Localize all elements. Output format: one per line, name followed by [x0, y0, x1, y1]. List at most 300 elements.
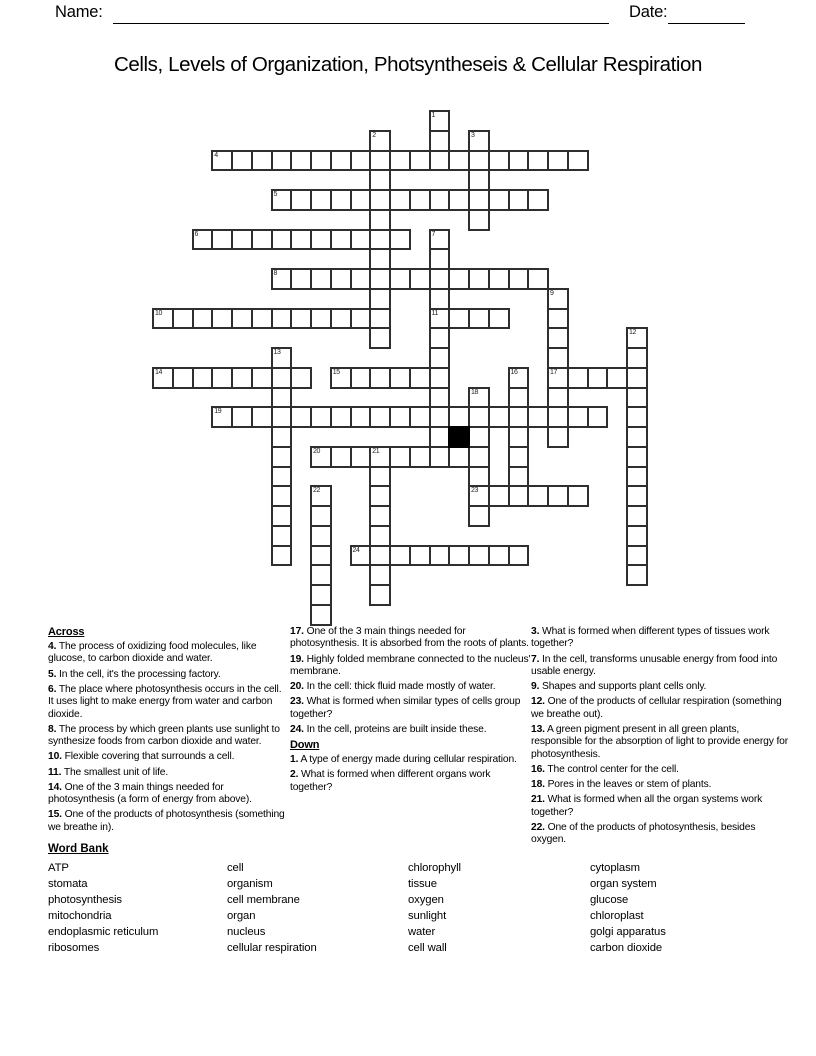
grid-cell[interactable]: [508, 485, 530, 507]
clue: 21. What is formed when all the organ systems work together?: [531, 794, 763, 818]
grid-cell[interactable]: [211, 308, 233, 330]
grid-cell[interactable]: [369, 545, 391, 567]
grid-cell[interactable]: [290, 367, 312, 389]
grid-cell[interactable]: [409, 406, 431, 428]
word-bank-item: chloroplast: [590, 910, 644, 923]
clue-column-1: [48, 626, 288, 837]
grid-cell[interactable]: [310, 406, 332, 428]
grid-cell[interactable]: [271, 347, 293, 369]
grid-cell[interactable]: [310, 564, 332, 586]
word-bank-header: Word Bank: [48, 843, 109, 855]
clue: 8. The process by which green plants use sunlight to synthesize foods from carbon dioxide and water.: [48, 723, 280, 748]
grid-cell[interactable]: [547, 485, 569, 507]
grid-cell[interactable]: [389, 229, 411, 251]
grid-cell[interactable]: [429, 406, 451, 428]
clue-number: 18.: [531, 779, 545, 791]
grid-cell[interactable]: [310, 229, 332, 251]
grid-cell[interactable]: [152, 308, 174, 330]
clue: 6. The place where photosynthesis occurs in the cell. It uses light to make energy from water and carbon dioxide.: [48, 683, 282, 720]
grid-cell[interactable]: [389, 268, 411, 290]
clue-number: 7.: [531, 653, 540, 665]
grid-cell[interactable]: [211, 229, 233, 251]
grid-cell[interactable]: [369, 406, 391, 428]
grid-cell[interactable]: [350, 308, 372, 330]
grid-cell[interactable]: [369, 466, 391, 488]
word-bank-item: water: [408, 926, 436, 939]
grid-cell[interactable]: [587, 367, 609, 389]
grid-cell[interactable]: [448, 189, 470, 211]
grid-cell[interactable]: [409, 268, 431, 290]
clue: 9. Shapes and supports plant cells only.: [531, 681, 707, 693]
clue-number: 4.: [48, 640, 57, 652]
grid-cell[interactable]: [626, 545, 648, 567]
grid-cell-number: 11: [431, 309, 438, 317]
grid-cell[interactable]: [330, 189, 352, 211]
grid-cell[interactable]: [547, 150, 569, 172]
grid-cell[interactable]: [251, 406, 273, 428]
grid-cell[interactable]: [429, 446, 451, 468]
grid-cell[interactable]: [468, 150, 490, 172]
page-title: Cells, Levels of Organization, Photsyntheseis & Cellular Respiration: [113, 53, 703, 76]
grid-cell[interactable]: [369, 327, 391, 349]
grid-cell[interactable]: [488, 189, 510, 211]
grid-cell[interactable]: [468, 308, 490, 330]
grid-cell[interactable]: [547, 406, 569, 428]
grid-cell[interactable]: [468, 505, 490, 527]
grid-cell[interactable]: [429, 110, 451, 132]
grid-cell[interactable]: [231, 367, 253, 389]
grid-cell[interactable]: [567, 485, 589, 507]
grid-cell[interactable]: [468, 466, 490, 488]
grid-cell[interactable]: [508, 426, 530, 448]
grid-cell[interactable]: [468, 446, 490, 468]
clue: 23. What is formed when similar types of cells group together?: [290, 696, 521, 720]
grid-cell[interactable]: [567, 367, 589, 389]
grid-cell[interactable]: [409, 446, 431, 468]
word-bank-item: sunlight: [408, 910, 447, 923]
clue: 11. The smallest unit of life.: [48, 766, 169, 778]
grid-cell[interactable]: [310, 446, 332, 468]
grid-cell[interactable]: [626, 387, 648, 409]
grid-cell[interactable]: [211, 367, 233, 389]
grid-cell[interactable]: [310, 505, 332, 527]
grid-cell[interactable]: [468, 387, 490, 409]
grid-cell[interactable]: [389, 150, 411, 172]
grid-cell-number: 12: [629, 329, 636, 337]
grid-cell[interactable]: [271, 545, 293, 567]
grid-cell[interactable]: [468, 169, 490, 191]
clue-number: 20.: [290, 681, 304, 693]
grid-cell[interactable]: [310, 525, 332, 547]
grid-cell[interactable]: [468, 268, 490, 290]
grid-cell[interactable]: [389, 406, 411, 428]
word-bank-column: [48, 860, 227, 957]
grid-cell[interactable]: [567, 150, 589, 172]
grid-cell[interactable]: [389, 367, 411, 389]
grid-cell[interactable]: [488, 308, 510, 330]
grid-cell[interactable]: [488, 485, 510, 507]
grid-cell[interactable]: [310, 545, 332, 567]
grid-cell[interactable]: [488, 406, 510, 428]
clue-number: 2.: [290, 769, 299, 781]
grid-cell[interactable]: [547, 426, 569, 448]
clue-number: 22.: [531, 822, 545, 834]
clue-list-header: Down: [290, 739, 320, 752]
clue: 13. A green pigment present in all green plants, responsible for the absorption of light to provide energy for photosynthesis.: [531, 724, 789, 760]
grid-cell[interactable]: [369, 209, 391, 231]
grid-cell[interactable]: [350, 268, 372, 290]
grid-cell[interactable]: [626, 406, 648, 428]
grid-cell[interactable]: [429, 367, 451, 389]
grid-cell[interactable]: [369, 248, 391, 270]
grid-cell[interactable]: [626, 426, 648, 448]
grid-cell[interactable]: [409, 545, 431, 567]
grid-cell[interactable]: [330, 268, 352, 290]
grid-cell[interactable]: [369, 189, 391, 211]
grid-cell[interactable]: [468, 426, 490, 448]
grid-cell[interactable]: [448, 268, 470, 290]
grid-cell-number: 2: [372, 131, 376, 139]
clue: 20. In the cell: thick fluid made mostly of water.: [290, 681, 496, 693]
grid-cell[interactable]: [409, 189, 431, 211]
grid-cell[interactable]: [369, 485, 391, 507]
grid-cell[interactable]: [567, 406, 589, 428]
clue-number: 17.: [290, 626, 304, 637]
clue-number: 15.: [48, 809, 62, 821]
grid-cell[interactable]: [271, 525, 293, 547]
grid-cell[interactable]: [369, 367, 391, 389]
grid-cell[interactable]: [448, 446, 470, 468]
grid-cell[interactable]: [271, 387, 293, 409]
clue-number: 13.: [531, 724, 545, 736]
clue: 12. One of the products of cellular respiration (something we breathe out).: [531, 696, 782, 720]
word-bank-item: chlorophyll: [408, 862, 461, 874]
grid-cell[interactable]: [468, 130, 490, 152]
word-bank-column: [590, 860, 790, 957]
clue-number: 21.: [531, 794, 545, 806]
grid-cell[interactable]: [310, 584, 332, 606]
grid-cell[interactable]: [547, 367, 569, 389]
grid-cell[interactable]: [271, 150, 293, 172]
grid-cell[interactable]: [310, 308, 332, 330]
grid-cell[interactable]: [508, 268, 530, 290]
grid-cell[interactable]: [626, 466, 648, 488]
grid-cell[interactable]: [527, 406, 549, 428]
grid-cell-number: 1: [431, 112, 435, 119]
grid-cell[interactable]: [251, 229, 273, 251]
grid-cell-number: 7: [431, 230, 435, 238]
grid-cell-number: 13: [273, 349, 281, 356]
grid-cell[interactable]: [389, 545, 411, 567]
grid-cell[interactable]: [429, 150, 451, 172]
grid-cell[interactable]: [448, 308, 470, 330]
word-bank-item: oxygen: [408, 894, 444, 907]
grid-cell[interactable]: [468, 545, 490, 567]
clue-number: 11.: [48, 766, 62, 778]
grid-cell-number: 8: [273, 270, 277, 277]
grid-cell[interactable]: [527, 150, 549, 172]
grid-cell[interactable]: [429, 327, 451, 349]
grid-cell[interactable]: [330, 446, 352, 468]
clue: 10. Flexible covering that surrounds a cell.: [48, 751, 235, 763]
grid-cell[interactable]: [231, 229, 253, 251]
grid-cell[interactable]: [290, 150, 312, 172]
grid-cell[interactable]: [192, 367, 214, 389]
grid-cell[interactable]: [271, 446, 293, 468]
grid-cell[interactable]: [369, 229, 391, 251]
grid-cell[interactable]: [488, 150, 510, 172]
word-bank-item: organism: [227, 878, 273, 891]
clue: 18. Pores in the leaves or stem of plants.: [531, 779, 712, 791]
grid-cell[interactable]: [429, 347, 451, 369]
grid-cell-number: 5: [273, 191, 277, 198]
grid-cell[interactable]: [527, 189, 549, 211]
clue: 16. The control center for the cell.: [531, 764, 679, 776]
grid-cell[interactable]: [429, 268, 451, 290]
grid-cell[interactable]: [330, 406, 352, 428]
grid-cell[interactable]: [626, 367, 648, 389]
grid-cell[interactable]: [369, 169, 391, 191]
grid-cell[interactable]: [271, 485, 293, 507]
word-bank-column: [408, 860, 590, 957]
grid-cell[interactable]: [290, 308, 312, 330]
grid-cell[interactable]: [350, 150, 372, 172]
grid-cell[interactable]: [369, 150, 391, 172]
grid-cell[interactable]: [448, 545, 470, 567]
word-bank: [48, 843, 793, 957]
grid-cell[interactable]: [409, 150, 431, 172]
grid-cell[interactable]: [369, 505, 391, 527]
clue: 3. What is formed when different types of tissues work together?: [531, 626, 770, 650]
grid-cell[interactable]: [626, 327, 648, 349]
grid-cell[interactable]: [152, 367, 174, 389]
grid-cell[interactable]: [231, 308, 253, 330]
grid-cell[interactable]: [626, 485, 648, 507]
grid-cell[interactable]: [488, 545, 510, 567]
grid-cell-number: 17: [550, 368, 557, 376]
clue-number: 9.: [531, 681, 540, 693]
grid-cell[interactable]: [547, 308, 569, 330]
grid-cell[interactable]: [231, 150, 253, 172]
grid-cell[interactable]: [172, 367, 194, 389]
grid-cell[interactable]: [429, 545, 451, 567]
grid-cell[interactable]: [271, 406, 293, 428]
grid-cell[interactable]: [429, 308, 451, 330]
grid-cell[interactable]: [290, 189, 312, 211]
grid-cell[interactable]: [508, 446, 530, 468]
grid-cell[interactable]: [488, 268, 510, 290]
word-bank-item: photosynthesis: [48, 894, 122, 907]
grid-cell[interactable]: [547, 288, 569, 310]
grid-cell[interactable]: [429, 387, 451, 409]
word-bank-item: nucleus: [227, 926, 266, 939]
grid-cell[interactable]: [429, 189, 451, 211]
clue-number: 6.: [48, 683, 57, 695]
grid-cell[interactable]: [192, 308, 214, 330]
grid-cell[interactable]: [508, 406, 530, 428]
clue-number: 19.: [290, 653, 304, 665]
grid-cell[interactable]: [508, 367, 530, 389]
grid-cell[interactable]: [350, 406, 372, 428]
grid-cell[interactable]: [429, 288, 451, 310]
clue-column-2: [290, 626, 533, 797]
grid-cell[interactable]: [330, 150, 352, 172]
word-bank-item: stomata: [48, 878, 88, 891]
grid-cell[interactable]: [547, 347, 569, 369]
grid-cell[interactable]: [290, 229, 312, 251]
grid-cell[interactable]: [271, 229, 293, 251]
grid-cell[interactable]: [211, 150, 233, 172]
grid-cell[interactable]: [271, 308, 293, 330]
grid-cell[interactable]: [547, 387, 569, 409]
grid-cell[interactable]: [527, 268, 549, 290]
grid-cell[interactable]: [271, 426, 293, 448]
clue-number: 24.: [290, 724, 304, 736]
name-label: Name:: [55, 3, 103, 21]
grid-cell[interactable]: [468, 485, 490, 507]
grid-cell[interactable]: [330, 367, 352, 389]
word-bank-item: cellular respiration: [227, 942, 317, 955]
grid-cell[interactable]: [626, 347, 648, 369]
grid-cell[interactable]: [389, 446, 411, 468]
clue: 14. One of the 3 main things needed for photosynthesis (a form of energy from above).: [48, 781, 252, 806]
grid-cell[interactable]: [350, 189, 372, 211]
word-bank-columns: [48, 860, 793, 957]
word-bank-item: tissue: [408, 878, 437, 891]
grid-cell[interactable]: [310, 604, 332, 626]
grid-cell[interactable]: [350, 229, 372, 251]
grid-cell-number: 4: [214, 151, 218, 159]
grid-cell[interactable]: [429, 130, 451, 152]
grid-cell[interactable]: [290, 406, 312, 428]
grid-cell[interactable]: [369, 525, 391, 547]
word-bank-item: organ: [227, 910, 256, 923]
grid-cell[interactable]: [626, 564, 648, 586]
word-bank-item: cytoplasm: [590, 862, 640, 874]
grid-cell[interactable]: [448, 406, 470, 428]
grid-cell[interactable]: [429, 426, 451, 448]
grid-cell[interactable]: [350, 545, 372, 567]
grid-cell[interactable]: [468, 189, 490, 211]
grid-cell[interactable]: [271, 466, 293, 488]
grid-cell[interactable]: [290, 268, 312, 290]
grid-cell[interactable]: [310, 268, 332, 290]
grid-cell[interactable]: [468, 406, 490, 428]
grid-cell-number: 6: [194, 230, 198, 238]
grid-cell[interactable]: [626, 505, 648, 527]
grid-cell[interactable]: [330, 229, 352, 251]
grid-cell[interactable]: [547, 327, 569, 349]
grid-cell[interactable]: [626, 446, 648, 468]
grid-cell[interactable]: [231, 406, 253, 428]
grid-cell-number: 21: [372, 447, 380, 455]
grid-cell[interactable]: [310, 150, 332, 172]
clue-number: 23.: [290, 696, 304, 708]
name-line[interactable]: [113, 6, 609, 24]
date-line[interactable]: [668, 6, 745, 24]
grid-cell[interactable]: [211, 406, 233, 428]
grid-cell[interactable]: [508, 150, 530, 172]
grid-cell-number: 24: [352, 546, 360, 554]
grid-cell[interactable]: [310, 189, 332, 211]
grid-cell[interactable]: [369, 130, 391, 152]
grid-cell[interactable]: [251, 367, 273, 389]
grid-cell[interactable]: [429, 248, 451, 270]
grid-cell-number: 20: [313, 447, 320, 455]
grid-cell[interactable]: [369, 268, 391, 290]
clue: 19. Highly folded membrane connected to the nucleus' membrane.: [290, 653, 531, 678]
grid-cell-number: 3: [471, 131, 475, 139]
clue-number: 14.: [48, 781, 62, 793]
grid-cell-number: 9: [550, 289, 554, 297]
word-bank-item: cell wall: [408, 942, 447, 955]
grid-cell[interactable]: [172, 308, 194, 330]
grid-cell-number: 15: [332, 368, 340, 376]
grid-cell[interactable]: [271, 505, 293, 527]
grid-cell-number: 18: [471, 388, 478, 396]
clue-list-header: Across: [48, 626, 85, 638]
grid-cell[interactable]: [251, 150, 273, 172]
grid-cell[interactable]: [508, 466, 530, 488]
clue: 4. The process of oxidizing food molecules, like glucose, to carbon dioxide and water.: [48, 640, 257, 665]
grid-cell[interactable]: [429, 229, 451, 251]
clue-number: 12.: [531, 696, 545, 708]
grid-cell[interactable]: [251, 308, 273, 330]
word-bank-column: [227, 860, 408, 957]
grid-cell[interactable]: [271, 268, 293, 290]
grid-cell[interactable]: [369, 446, 391, 468]
grid-cell[interactable]: [369, 288, 391, 310]
grid-cell[interactable]: [369, 584, 391, 606]
grid-cell[interactable]: [350, 446, 372, 468]
date-label: Date:: [629, 3, 668, 21]
grid-cell[interactable]: [606, 367, 628, 389]
word-bank-item: mitochondria: [48, 910, 112, 923]
grid-cell[interactable]: [330, 308, 352, 330]
grid-cell-number: 19: [214, 408, 222, 416]
clue: 17. One of the 3 main things needed for photosynthesis. It is absorbed from the roots of plants.: [290, 626, 529, 650]
clue: 1. A type of energy made during cellular respiration.: [290, 754, 517, 766]
clue-number: 16.: [531, 764, 545, 776]
grid-cell-number: 22: [313, 487, 320, 495]
grid-cell[interactable]: [369, 564, 391, 586]
clue-number: 5.: [48, 668, 57, 680]
word-bank-item: carbon dioxide: [590, 942, 663, 955]
clue-number: 10.: [48, 751, 62, 763]
grid-cell[interactable]: [310, 485, 332, 507]
grid-cell[interactable]: [389, 189, 411, 211]
grid-cell[interactable]: [508, 189, 530, 211]
grid-cell[interactable]: [587, 406, 609, 428]
grid-cell[interactable]: [448, 150, 470, 172]
grid-black-cell: [448, 426, 470, 448]
grid-cell[interactable]: [468, 209, 490, 231]
word-bank-item: glucose: [590, 894, 629, 907]
grid-cell[interactable]: [508, 387, 530, 409]
clue: 24. In the cell, proteins are built inside these.: [290, 724, 487, 736]
grid-cell[interactable]: [350, 367, 372, 389]
grid-cell[interactable]: [271, 189, 293, 211]
grid-cell[interactable]: [626, 525, 648, 547]
grid-cell-number: 16: [510, 368, 518, 376]
grid-cell[interactable]: [508, 545, 530, 567]
grid-cell[interactable]: [271, 367, 293, 389]
word-bank-item: ribosomes: [48, 942, 100, 955]
grid-cell[interactable]: [527, 485, 549, 507]
grid-cell[interactable]: [192, 229, 214, 251]
grid-cell[interactable]: [369, 308, 391, 330]
grid-cell[interactable]: [409, 367, 431, 389]
